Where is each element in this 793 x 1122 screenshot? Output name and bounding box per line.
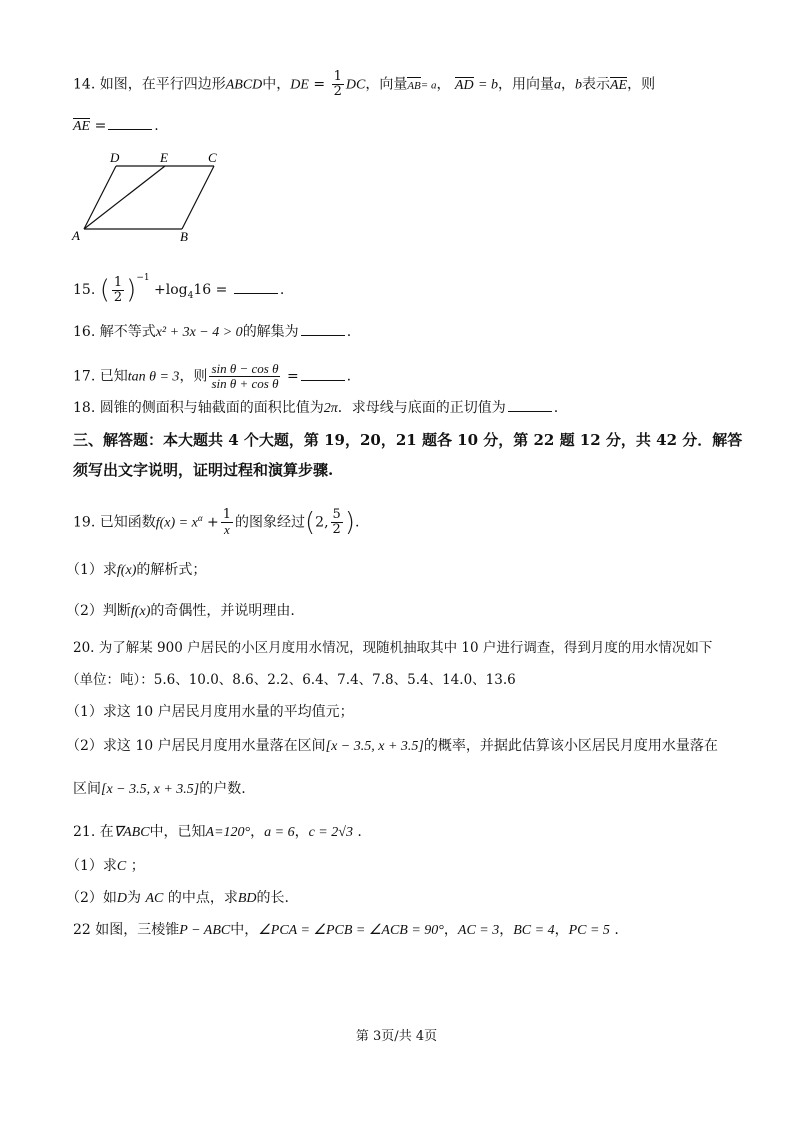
q19-part2	[66, 601, 295, 622]
q21-part1-label: （1）求	[66, 858, 117, 874]
q21-text2: 中，已知	[149, 824, 206, 840]
q15-line	[73, 268, 284, 306]
q18-answer-blank	[508, 399, 552, 412]
q14-shape: ABCD	[225, 77, 263, 93]
q21-part1	[66, 856, 145, 877]
q15-log-base: 4	[187, 290, 194, 301]
q15-frac-den: 2	[113, 289, 123, 305]
q14-text2: 中，	[262, 76, 291, 93]
q19-part1-function: f(x)	[116, 563, 137, 578]
q21-part2-text2: 的中点，求	[167, 890, 238, 906]
q21-end: .	[357, 824, 362, 840]
q21-part2-text: 为	[127, 890, 142, 906]
q17-numerator: sin θ − cos θ	[211, 361, 279, 376]
side-bc	[182, 166, 214, 229]
q21-part2-ac: AC	[145, 891, 164, 906]
q15-frac-num: 1	[113, 274, 123, 290]
q19-frac-num: 1	[222, 507, 232, 523]
q19-alpha: α	[197, 513, 203, 523]
q15-fraction	[112, 276, 124, 305]
q21-part2-bd: BD	[237, 891, 257, 906]
q15-log-arg: 16 =	[193, 282, 228, 298]
q17-end: .	[346, 368, 352, 385]
q22-sep3: ，	[554, 922, 569, 938]
q16-answer-blank	[301, 323, 345, 336]
q22-sep1: ，	[443, 922, 458, 938]
q19-text: 已知函数	[99, 514, 156, 531]
q20-part2	[66, 736, 718, 757]
q18-number: 18.	[73, 400, 96, 416]
q14-vec-ab: AB	[407, 77, 420, 93]
q17-number: 17.	[73, 368, 96, 385]
q17-fraction	[209, 362, 280, 391]
q22-line	[73, 920, 619, 941]
section3-heading-line2: 须写出文字说明，证明过程和演算步骤.	[73, 461, 334, 479]
q20-part2-text4: 的户数.	[199, 781, 246, 797]
q16-end: .	[346, 324, 352, 340]
q21-part2	[66, 888, 289, 909]
label-e: E	[160, 150, 168, 165]
q14-eq-a: = a	[420, 79, 437, 92]
q22-ac: AC = 3	[457, 923, 500, 938]
q15-number: 15.	[73, 282, 96, 298]
q21-part1-var: C	[116, 859, 127, 874]
q17-answer-blank	[301, 368, 345, 381]
q15-rparen: )	[126, 275, 137, 305]
page-footer: 第 3页/共 4页	[355, 1029, 438, 1044]
q19-part2-function: f(x)	[130, 604, 151, 619]
q21-sep1: ，	[250, 824, 265, 840]
q18-value: 2π	[323, 401, 338, 416]
q14-parallelogram-figure	[70, 148, 230, 244]
q19-frac-den: x	[223, 522, 230, 538]
q17-condition: tan θ = 3	[127, 369, 180, 385]
q14-line2	[73, 116, 159, 136]
q14-dc: DC	[345, 77, 366, 93]
q21-sep2: ，	[294, 824, 309, 840]
q20-part2-text3: 区间	[73, 781, 101, 797]
q18-text2: ．求母线与底面的正切值为	[337, 400, 506, 416]
q14-line1	[73, 70, 655, 99]
label-c: C	[208, 150, 217, 165]
q19-rparen: )	[344, 507, 355, 538]
q19-number: 19.	[73, 514, 96, 531]
label-a: A	[72, 228, 80, 243]
q22-text2: 中，	[230, 922, 259, 938]
q19-point-fraction	[331, 508, 343, 537]
q18-text: 圆锥的侧面积与轴截面的面积比值为	[99, 400, 324, 416]
q14-text7: ，则	[627, 76, 656, 93]
q21-part1-end: ；	[130, 858, 145, 874]
q22-angles: ∠PCA = ∠PCB = ∠ACB = 90°	[258, 923, 444, 938]
q22-end: .	[614, 922, 619, 938]
q14-de: DE	[290, 77, 309, 93]
q16-expression: x² + 3x − 4 > 0	[155, 325, 243, 340]
q14-vec-ae: AE	[610, 77, 628, 93]
q14-eq-b: = b	[478, 77, 498, 93]
label-b: B	[180, 229, 188, 244]
q19-part1-text: 的解析式；	[136, 562, 207, 578]
q14-vec-ae2: AE	[73, 119, 91, 134]
q17-eq: =	[286, 368, 299, 385]
q15-answer-blank	[234, 281, 278, 294]
q19-plus: +	[207, 514, 219, 531]
q14-text4: ，	[436, 76, 451, 93]
q14-text6: 表示	[582, 76, 610, 93]
q22-bc: BC = 4	[513, 923, 555, 938]
segment-ae	[84, 166, 165, 229]
q16-text2: 的解集为	[242, 324, 299, 340]
q14-a: a	[554, 77, 561, 93]
q22-text: 如图，三棱锥	[95, 922, 180, 938]
q21-part2-text3: 的长.	[256, 890, 289, 906]
q21-part2-d: D	[116, 891, 128, 906]
q16-line	[73, 322, 351, 343]
q19-part1	[66, 560, 206, 581]
q15-exponent: −1	[136, 273, 150, 283]
q19-function: f(x) = x	[155, 515, 198, 531]
q16-number: 16.	[73, 324, 96, 340]
q19-text2: 的图象经过	[235, 514, 306, 531]
q20-part2-text2: 的概率，并据此估算该小区居民月度用水量落在	[423, 738, 718, 754]
q19-lparen: (	[305, 507, 316, 538]
q21-line	[73, 822, 362, 843]
q15-end: .	[279, 282, 285, 298]
q14-frac-num: 1	[333, 69, 342, 84]
q21-number: 21.	[73, 824, 96, 840]
side-da	[84, 166, 116, 229]
q14-number: 14.	[73, 76, 96, 93]
q21-part2-label: （2）如	[66, 890, 117, 906]
q19-point-x: 2,	[315, 514, 329, 531]
q14-frac-den: 2	[333, 84, 342, 99]
q14-text: 如图，在平行四边形	[99, 76, 226, 93]
q17-text2: ，则	[179, 368, 208, 385]
q22-sep2: ，	[499, 922, 514, 938]
q21-angle-a: A=120°	[205, 825, 251, 840]
q16-text: 解不等式	[99, 324, 156, 340]
q19-part1-label: （1）求	[66, 562, 117, 578]
q14-eq: =	[313, 76, 326, 93]
q17-line	[73, 362, 351, 391]
q14-fraction	[332, 70, 344, 99]
q19-part2-text: 的奇偶性，并说明理由.	[150, 603, 295, 619]
q17-text: 已知	[99, 368, 128, 385]
q18-line	[73, 398, 558, 419]
q22-pc: PC = 5	[568, 923, 610, 938]
q18-end: .	[553, 400, 559, 416]
q21-side-c: c = 2√3	[308, 825, 353, 840]
q19-end: .	[354, 514, 360, 531]
q20-interval: [x − 3.5, x + 3.5]	[325, 739, 424, 754]
q19-point-num: 5	[332, 507, 341, 523]
q22-pyramid: P − ABC	[179, 923, 231, 938]
q19-line	[73, 508, 359, 537]
q15-lparen: (	[99, 275, 110, 305]
label-d: D	[110, 150, 120, 165]
q14-end: .	[154, 118, 159, 134]
q20-part2-text: （2）求这 10 户居民月度用水量落在区间	[66, 738, 326, 754]
q14-text3: ，向量	[365, 76, 408, 93]
q17-denominator: sin θ + cos θ	[211, 376, 279, 391]
q19-point-den: 2	[332, 522, 341, 538]
q20-interval2: [x − 3.5, x + 3.5]	[101, 782, 200, 797]
q20-line1: 20. 为了解某 900 户居民的小区月度用水情况，现随机抽取其中 10 户进行调查，得到月度的用水情况如下	[73, 640, 713, 656]
q21-triangle: ∇ABC	[113, 825, 150, 840]
q14-answer-blank	[108, 117, 152, 130]
q14-text5: ，用向量	[498, 76, 554, 93]
q19-part2-label: （2）判断	[66, 603, 131, 619]
q20-part2-cont	[73, 779, 246, 800]
q21-text: 在	[99, 824, 114, 840]
section3-heading-line1: 三、解答题：本大题共 4 个大题，第 19，20，21 题各 10 分，第 22 题 12 分，共 42 分．解答	[73, 431, 743, 449]
q20-part1: （1）求这 10 户居民月度用水量的平均值元；	[66, 704, 354, 720]
q14-sep: ，	[561, 76, 575, 93]
q20-line2: （单位：吨）：5.6、10.0、8.6、2.2、6.4、7.4、7.8、5.4、14.0、13.6	[66, 672, 516, 688]
q14-eq2: =	[94, 118, 107, 134]
q21-side-a: a = 6	[264, 825, 295, 840]
q14-b: b	[575, 77, 582, 93]
q19-fraction	[221, 508, 233, 537]
q14-vec-ad: AD	[454, 77, 474, 93]
q15-log: +log	[154, 282, 188, 298]
q22-number: 22	[73, 922, 91, 938]
